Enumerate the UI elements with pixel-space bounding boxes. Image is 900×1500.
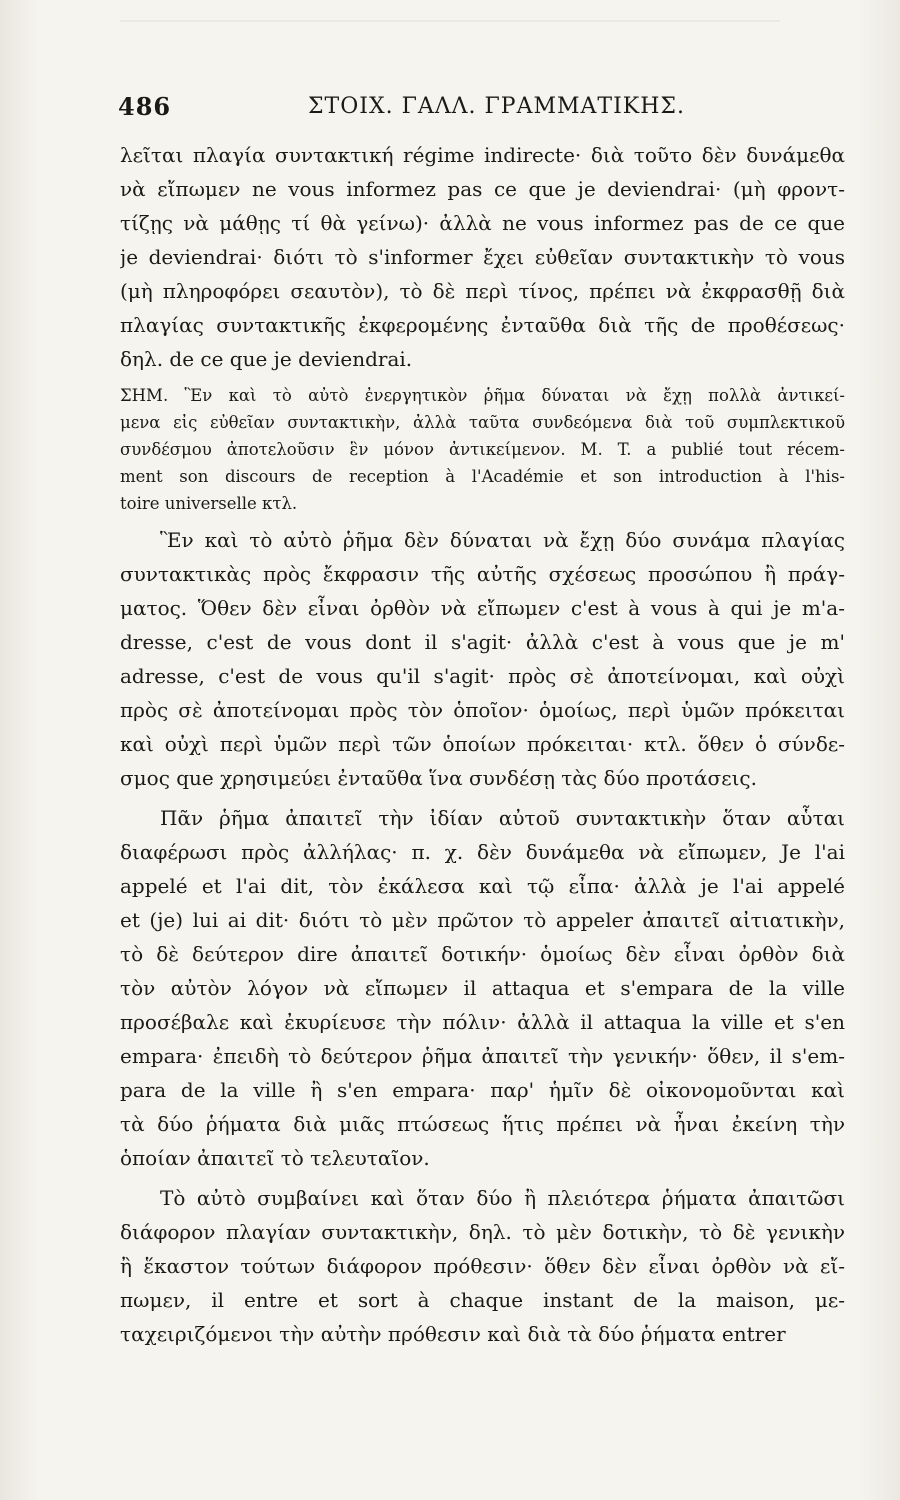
text-line: et (je) lui ai dit· διότι τὸ μὲν πρῶτον τὸ appeler ἀπαιτεῖ αἰτιατικὴν, xyxy=(120,908,845,932)
page-number: 486 xyxy=(118,92,172,121)
text-line: toire universelle κτλ. xyxy=(120,494,298,513)
text-line: συνδέσμου ἀποτελοῦσιν ἓν μόνον ἀντικείμενον. M. T. a publié tout récem- xyxy=(120,440,845,459)
text-line: para de la ville ἢ s'en empara· παρ' ἡμῖν δὲ οἰκονομοῦνται καὶ xyxy=(120,1078,845,1102)
text-line: νὰ εἴπωμεν ne vous informez pas ce que je deviendrai· (μὴ φροντ- xyxy=(120,177,845,201)
text-line: ὁποίαν ἀπαιτεῖ τὸ τελευταῖον. xyxy=(120,1146,430,1170)
text-line: λεῖται πλαγία συντακτική régime indirecte· διὰ τοῦτο δὲν δυνάμεθα xyxy=(120,143,845,167)
show-through-bleed xyxy=(120,20,780,82)
text-line: πλαγίας συντακτικῆς ἐκφερομένης ἐνταῦθα διὰ τῆς de προθέσεως· xyxy=(120,313,845,337)
text-line: ταχειριζόμενοι τὴν αὐτὴν πρόθεσιν καὶ διὰ τὰ δύο ῥήματα entrer xyxy=(120,1322,786,1346)
text-line: συντακτικὰς πρὸς ἔκφρασιν τῆς αὐτῆς σχέσεως προσώπου ἢ πράγ- xyxy=(120,562,845,586)
paragraph xyxy=(120,138,845,376)
text-line: dresse, c'est de vous dont il s'agit· ἀλλὰ c'est à vous que je m' xyxy=(120,630,845,654)
text-line: Πᾶν ῥῆμα ἀπαιτεῖ τὴν ἰδίαν αὐτοῦ συντακτικὴν ὅταν αὗται xyxy=(160,806,845,830)
text-line: καὶ οὐχὶ περὶ ὑμῶν περὶ τῶν ὁποίων πρόκειται· κτλ. ὅθεν ὁ σύνδε- xyxy=(120,732,845,756)
text-line: διάφορον πλαγίαν συντακτικὴν, δηλ. τὸ μὲν δοτικὴν, τὸ δὲ γενικὴν xyxy=(120,1220,845,1244)
text-line: ματος. Ὅθεν δὲν εἶναι ὀρθὸν νὰ εἴπωμεν c'est à vous à qui je m'a- xyxy=(120,596,845,620)
text-line: Τὸ αὐτὸ συμβαίνει καὶ ὅταν δύο ἢ πλειότερα ῥήματα ἀπαιτῶσι xyxy=(160,1186,845,1210)
paragraph xyxy=(120,1181,845,1351)
text-line: τὸν αὐτὸν λόγον νὰ εἴπωμεν il attaqua et s'empara de la ville xyxy=(120,976,845,1000)
text-line: Ἓν καὶ τὸ αὐτὸ ῥῆμα δὲν δύναται νὰ ἔχῃ δύο συνάμα πλαγίας xyxy=(160,528,845,552)
text-line: ἢ ἕκαστον τούτων διάφορον πρόθεσιν· ὅθεν δὲν εἶναι ὀρθὸν νὰ εἴ- xyxy=(120,1254,845,1278)
text-line: δηλ. de ce que je deviendrai. xyxy=(120,347,413,371)
text-line: προσέβαλε καὶ ἐκυρίευσε τὴν πόλιν· ἀλλὰ il attaqua la ville et s'en xyxy=(120,1010,845,1034)
note-paragraph xyxy=(120,382,845,517)
text-line: πωμεν, il entre et sort à chaque instant de la maison, με- xyxy=(120,1288,845,1312)
paragraph xyxy=(120,523,845,795)
page-header xyxy=(118,92,810,126)
text-line: empara· ἐπειδὴ τὸ δεύτερον ῥῆμα ἀπαιτεῖ τὴν γενικήν· ὅθεν, il s'em- xyxy=(120,1044,845,1068)
text-line: πρὸς σὲ ἀποτείνομαι πρὸς τὸν ὁποῖον· ὁμοίως, περὶ ὑμῶν πρόκειται xyxy=(120,698,845,722)
text-line: je deviendrai· διότι τὸ s'informer ἔχει εὐθεῖαν συντακτικὴν τὸ vous xyxy=(120,245,845,269)
paragraph xyxy=(120,801,845,1175)
text-line: μενα εἰς εὐθεῖαν συντακτικὴν, ἀλλὰ ταῦτα συνδεόμενα διὰ τοῦ συμπλεκτικοῦ xyxy=(120,413,845,432)
text-body xyxy=(120,138,845,1351)
text-line: adresse, c'est de vous qu'il s'agit· πρὸς σὲ ἀποτείνομαι, καὶ οὐχὶ xyxy=(120,664,845,688)
text-line: διαφέρωσι πρὸς ἀλλήλας· π. χ. δὲν δυνάμεθα νὰ εἴπωμεν, Je l'ai xyxy=(120,840,845,864)
text-line: τὰ δύο ῥήματα διὰ μιᾶς πτώσεως ἥτις πρέπει νὰ ἦναι ἐκείνη τὴν xyxy=(120,1112,845,1136)
running-head: ΣΤΟΙΧ. ΓΑΛΛ. ΓΡΑΜΜΑΤΙΚΗΣ. xyxy=(308,94,685,119)
text-line: ΣΗΜ. Ἓν καὶ τὸ αὐτὸ ἐνεργητικὸν ῥῆμα δύναται νὰ ἔχῃ πολλὰ ἀντικεί- xyxy=(120,386,845,405)
text-line: ment son discours de reception à l'Académie et son introduction à l'his- xyxy=(120,467,845,486)
text-line: σμος que χρησιμεύει ἐνταῦθα ἵνα συνδέσῃ τὰς δύο προτάσεις. xyxy=(120,766,757,790)
text-line: appelé et l'ai dit, τὸν ἐκάλεσα καὶ τῷ εἶπα· ἀλλὰ je l'ai appelé xyxy=(120,874,845,898)
text-line: (μὴ πληροφόρει σεαυτὸν), τὸ δὲ περὶ τίνος, πρέπει νὰ ἐκφρασθῇ διὰ xyxy=(120,279,845,303)
text-line: τὸ δὲ δεύτερον dire ἀπαιτεῖ δοτικήν· ὁμοίως δὲν εἶναι ὀρθὸν διὰ xyxy=(120,942,845,966)
text-line: τίζῃς νὰ μάθῃς τί θὰ γείνω)· ἀλλὰ ne vous informez pas de ce que xyxy=(120,211,845,235)
